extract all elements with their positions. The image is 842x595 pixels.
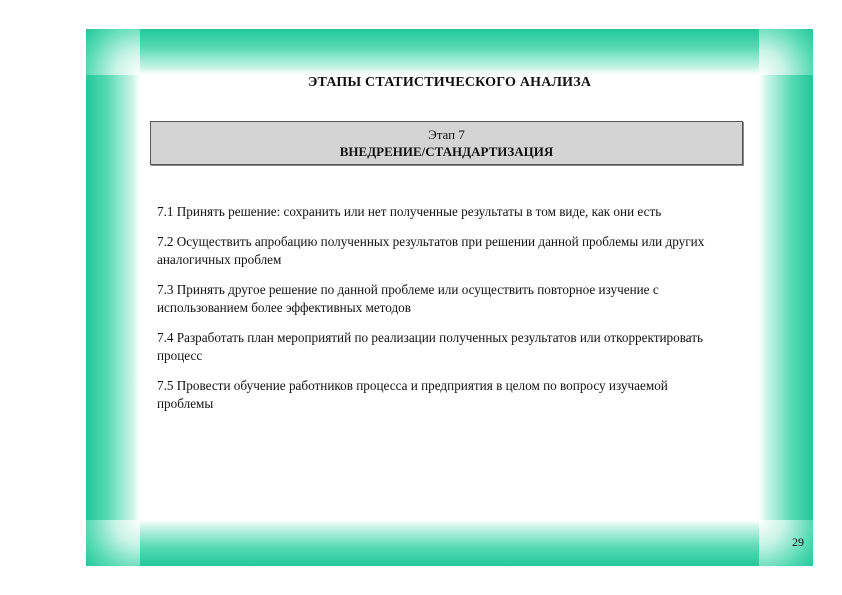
page-number: 29 <box>792 535 804 549</box>
frame-top-band <box>140 29 759 75</box>
step-item-7-2: 7.2 Осуществить апробацию полученных результатов при решении данной проблемы или других аналогичных проблем <box>157 234 705 267</box>
stage-name: ВНЕДРЕНИЕ/СТАНДАРТИЗАЦИЯ <box>339 144 554 159</box>
frame-bottom-band <box>140 520 759 566</box>
slide-content <box>140 75 759 520</box>
frame-corner-bottom-left <box>86 520 140 566</box>
stage-number: Этап 7 <box>428 127 465 142</box>
frame-left-band <box>86 75 140 520</box>
step-item-7-5: 7.5 Провести обучение работников процесса и предприятия в целом по вопросу изучаемой проблемы <box>157 378 668 411</box>
slide-title: ЭТАПЫ СТАТИСТИЧЕСКОГО АНАЛИЗА <box>307 75 592 90</box>
frame-corner-bottom-right <box>759 520 813 566</box>
stage-header-box <box>150 121 743 165</box>
frame-corner-top-left <box>86 29 140 75</box>
frame-corner-top-right <box>759 29 813 75</box>
frame-right-band <box>759 75 813 520</box>
step-item-7-4: 7.4 Разработать план мероприятий по реализации полученных результатов или откорректировать процесс <box>157 330 704 363</box>
step-item-7-3: 7.3 Принять другое решение по данной проблеме или осуществить повторное изучение с использованием более эффективных методов <box>157 282 659 315</box>
step-item-7-1: 7.1 Принять решение: сохранить или нет полученные результаты в том виде, как они есть <box>157 204 662 219</box>
step-list <box>157 203 717 425</box>
